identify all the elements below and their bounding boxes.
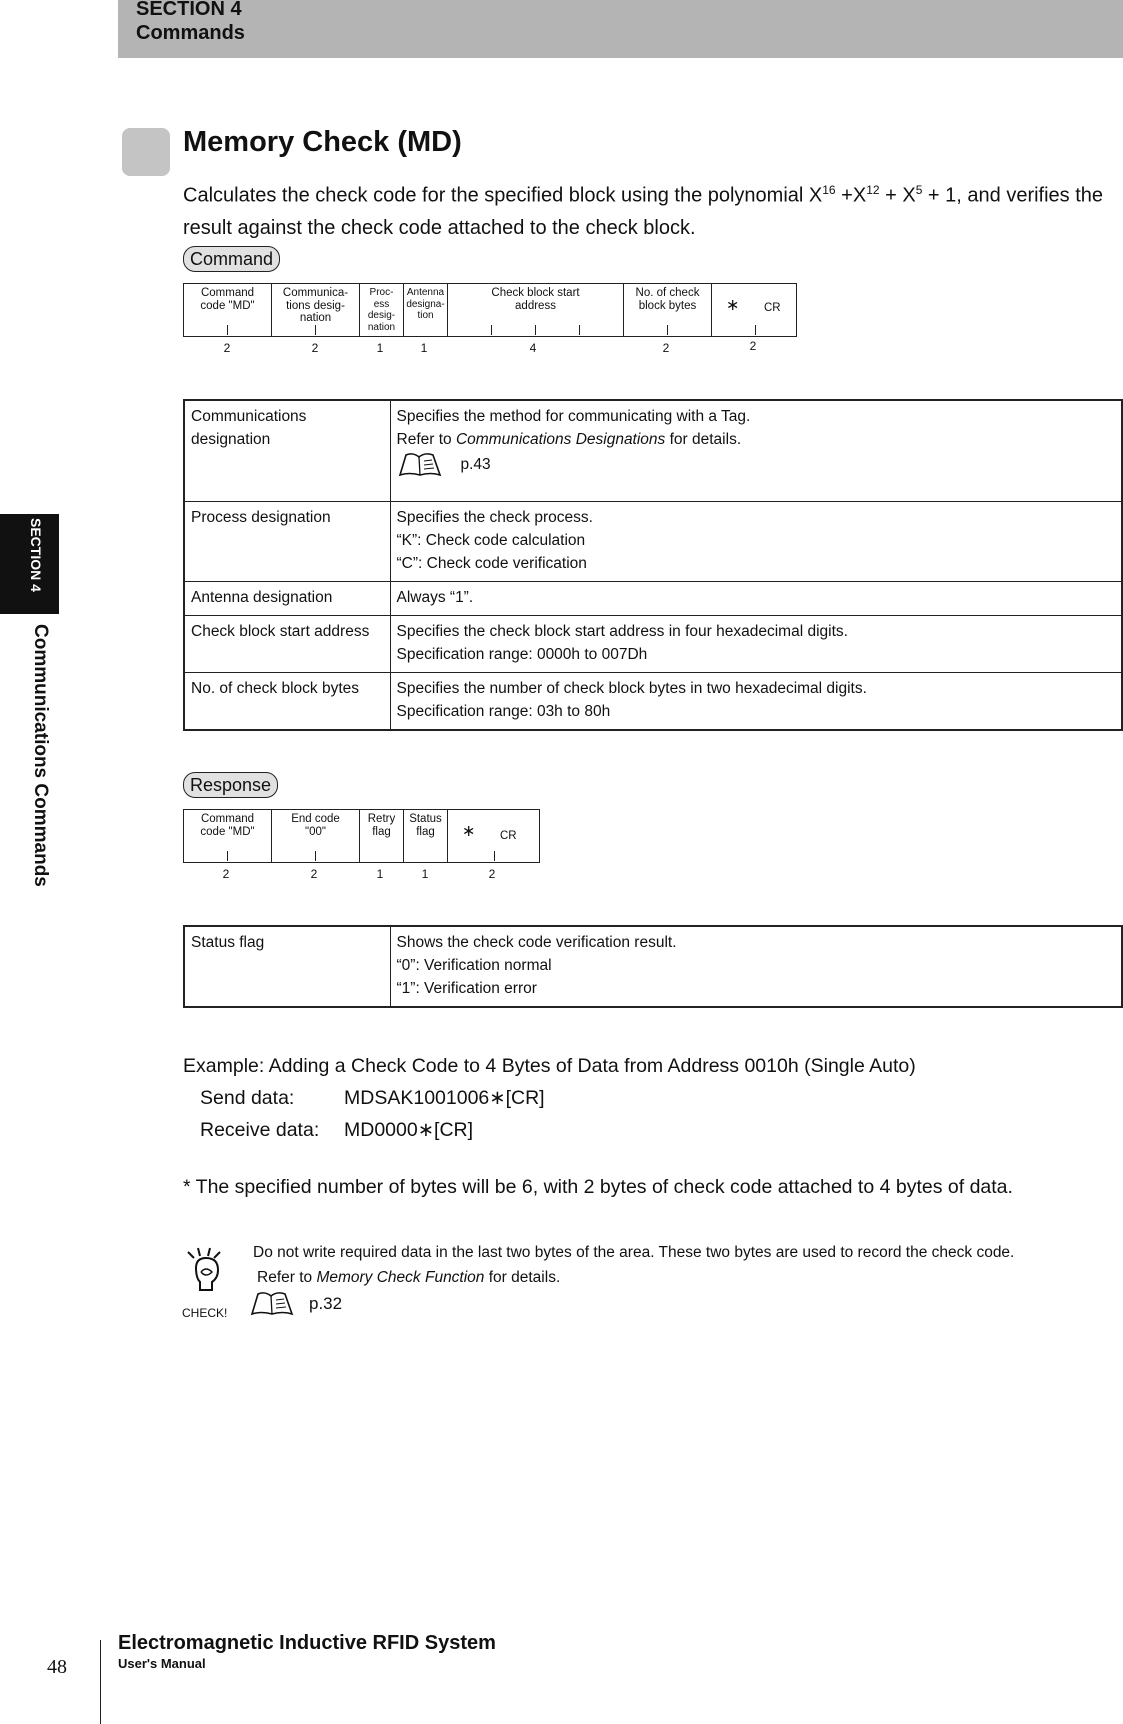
response-format-diagram [183,809,540,863]
lightbulb-check-icon [184,1246,234,1306]
table-row [184,501,1122,581]
side-section-tab [0,514,59,614]
table-row [184,400,1122,501]
param-desc: Shows the check code verification result. “0”: Verification normal “1”: Verification error [390,926,1122,1007]
table-row [184,672,1122,730]
side-tab-label: SECTION 4 [28,518,44,592]
page-title: Memory Check (MD) [183,126,462,158]
byte-count: 1 [420,341,428,355]
footer-subtitle: User's Manual [118,1656,206,1671]
param-name: Process designation [184,501,390,581]
resp-field-end-code: End code "00" [272,810,360,862]
param-desc: Specifies the check process. “K”: Check code calculation “C”: Check code verification [390,501,1122,581]
cmd-field-start-address: Check block start address [448,284,624,336]
cr-glyph: CR [500,830,517,842]
cmd-field-terminator [712,284,796,336]
cmd-field-comm-designation: Communica- tions desig- nation [272,284,360,336]
byte-count: 2 [223,341,231,355]
page-reference-link[interactable]: p.43 [460,455,491,473]
example-block [183,1050,916,1146]
byte-count: 2 [222,867,230,881]
page-reference-link[interactable]: p.32 [309,1293,343,1313]
command-label: Command [183,246,280,272]
byte-count: 1 [421,867,429,881]
intro-paragraph: Calculates the check code for the specified block using the polynomial $X^{16} +X^{12} + X^5 + 1$, and verifies the result against the check code attached to the check block. [183,183,1104,239]
param-desc: Specifies the method for communicating with a Tag. Refer to Communications Designations for details. p.43 [390,400,1122,501]
section-header [118,0,1123,58]
manual-reference-icon [397,451,443,477]
byte-count: 2 [749,339,757,353]
resp-field-command-code: Command code "MD" [184,810,272,862]
param-desc: Always “1”. [390,581,1122,615]
resp-field-terminator [448,810,538,862]
title-marker-icon [122,128,170,176]
resp-field-retry-flag: Retry flag [360,810,404,862]
byte-count: 2 [488,867,496,881]
section-number: SECTION 4 [136,0,242,20]
send-value: MDSAK1001006∗[CR] [344,1087,545,1109]
param-name: Status flag [184,926,390,1007]
cmd-field-process-designation: Proc- ess desig- nation [360,284,404,336]
table-row [184,615,1122,672]
section-chapter: Commands [136,22,245,44]
receive-value: MD0000∗[CR] [344,1119,474,1141]
byte-count: 2 [662,341,670,355]
param-name: Antenna designation [184,581,390,615]
param-name: No. of check block bytes [184,672,390,730]
check-note: Do not write required data in the last two bytes of the area. These two bytes are used to record the check code. Refer to Memory Check Function for details. p.32 [253,1240,1014,1316]
param-name: Communications designation [184,400,390,501]
cr-glyph: CR [764,302,781,314]
command-format-diagram [183,283,797,337]
footer-title: Electromagnetic Inductive RFID System [118,1632,496,1654]
example-title: Example: Adding a Check Code to 4 Bytes of Data from Address 0010h (Single Auto) [183,1055,916,1077]
asterisk-glyph: ∗ [726,297,740,314]
cmd-field-block-bytes: No. of check block bytes [624,284,712,336]
byte-count: 2 [310,867,318,881]
table-row [184,581,1122,615]
byte-count: 4 [529,341,537,355]
param-name: Check block start address [184,615,390,672]
asterisk-glyph: ∗ [462,823,476,840]
check-label: CHECK! [182,1306,228,1320]
command-parameter-table [183,399,1123,731]
byte-count: 1 [376,867,384,881]
side-chapter-title: Communications Commands [30,624,51,887]
footer-divider [100,1640,101,1724]
manual-reference-icon [249,1290,295,1316]
table-row [184,926,1122,1007]
send-label: Send data: [200,1087,295,1109]
page-number: 48 [47,1656,67,1678]
response-parameter-table [183,925,1123,1008]
param-desc: Specifies the check block start address in four hexadecimal digits. Specification range: 0000h to 007Dh [390,615,1122,672]
cmd-field-command-code: Command code "MD" [184,284,272,336]
response-label: Response [183,772,278,798]
param-desc: Specifies the number of check block bytes in two hexadecimal digits. Specification range: 03h to 80h [390,672,1122,730]
resp-field-status-flag: Status flag [404,810,448,862]
cmd-field-antenna-designation: Antenna designa- tion [404,284,448,336]
receive-label: Receive data: [200,1119,320,1141]
byte-count: 2 [311,341,319,355]
byte-count: 1 [376,341,384,355]
footnote: * The specified number of bytes will be 6, with 2 bytes of check code attached to 4 bytes of data. [183,1176,1013,1198]
